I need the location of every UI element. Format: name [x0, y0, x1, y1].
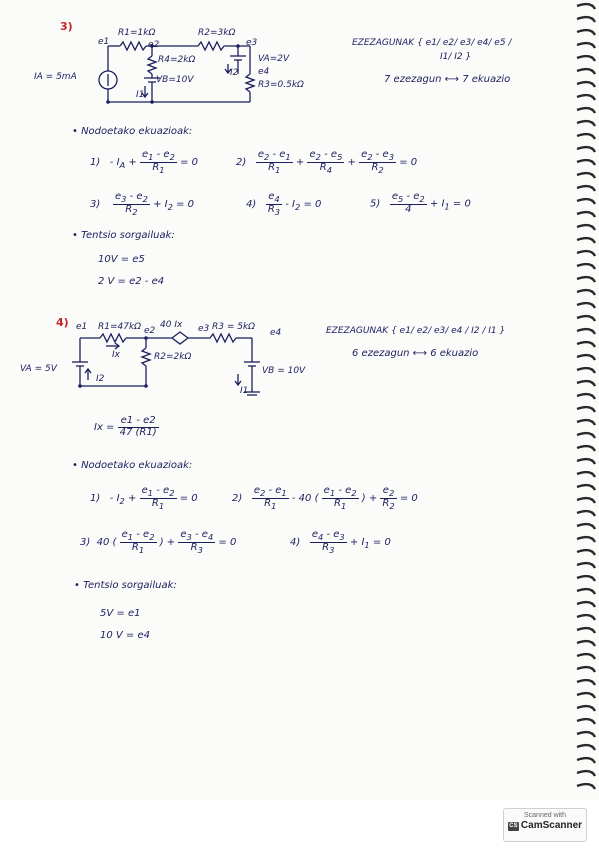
- tension-3-2: 2 V = e2 - e4: [98, 276, 165, 287]
- spiral-ring: [577, 381, 595, 386]
- spiral-ring: [577, 277, 595, 282]
- spiral-ring: [577, 108, 595, 113]
- spiral-ring: [577, 251, 595, 256]
- spiral-ring: [577, 732, 595, 737]
- spiral-ring: [577, 472, 595, 477]
- problem-3-number: 3): [60, 20, 73, 33]
- spiral-ring: [577, 69, 595, 74]
- eq-3-1: $1) - I_A$ + $\frac{e_1 - e_2}{R_1}$ = 0: [90, 149, 199, 175]
- spiral-ring: [577, 719, 595, 724]
- spiral-ring: [577, 433, 595, 438]
- spiral-ring: [577, 394, 595, 399]
- spiral-ring: [577, 17, 595, 22]
- eq-3-2-label: 2): [236, 157, 247, 169]
- scanned-with-text: Scanned with: [523, 812, 567, 819]
- node-label-e4: e4: [258, 67, 270, 77]
- spiral-ring: [577, 368, 595, 373]
- current-i2-label: I2: [230, 68, 239, 78]
- spiral-ring: [577, 160, 595, 165]
- node-heading-4: • Nodoetako ekuazioak:: [72, 460, 193, 471]
- resistor-r2-label: R2=3kΩ: [198, 28, 236, 38]
- camscanner-name: CamScanner: [520, 820, 583, 831]
- spiral-ring: [577, 641, 595, 646]
- spiral-ring: [577, 82, 595, 87]
- source-ia-label: IA = 5mA: [34, 72, 77, 82]
- node-label-4-e2: e2: [144, 326, 156, 336]
- spiral-ring: [577, 693, 595, 698]
- resistor-4-r3-label: R3 = 5kΩ: [212, 322, 256, 332]
- problem-4-number: 4): [56, 316, 69, 329]
- spiral-ring: [577, 537, 595, 542]
- source-va-label: VA=2V: [258, 54, 290, 64]
- unknowns-3-line1: EZEZAGUNAK { e1/ e2/ e3/ e4/ e5 /: [352, 38, 512, 48]
- spiral-ring: [577, 95, 595, 100]
- spiral-ring: [577, 303, 595, 308]
- resistor-4-r2-label: R2=2kΩ: [154, 352, 192, 362]
- node-heading-3: • Nodoetako ekuazioak:: [72, 126, 193, 137]
- node-label-e2: e2: [148, 40, 160, 50]
- current-4-i1-label: I1: [240, 386, 249, 396]
- resistor-r4-label: R4=2kΩ: [158, 55, 196, 65]
- unknowns-3-line2: I1/ I2 }: [440, 52, 472, 62]
- spiral-ring: [577, 706, 595, 711]
- spiral-ring: [577, 225, 595, 230]
- eq-4-2-label: 2): [232, 493, 243, 505]
- ix-numerator: e1 - e2: [118, 416, 159, 428]
- spiral-ring: [577, 173, 595, 178]
- spiral-ring: [577, 147, 595, 152]
- resistor-r3-label: R3=0.5kΩ: [258, 80, 304, 90]
- spiral-ring: [577, 758, 595, 763]
- spiral-ring: [577, 459, 595, 464]
- spiral-ring: [577, 43, 595, 48]
- spiral-ring: [577, 784, 595, 789]
- spiral-ring: [577, 563, 595, 568]
- eq-4-4-label: 4): [290, 537, 301, 549]
- current-i1-label: I1: [136, 90, 145, 100]
- ix-definition-label: Ix =: [94, 422, 115, 433]
- camscanner-brand: [504, 820, 586, 831]
- node-label-e1: e1: [98, 37, 110, 47]
- spiral-ring: [577, 511, 595, 516]
- eq-3-2: 2) $\frac{e_2 - e_1}{R_1}$ + $\frac{e_2 - e_5}{R_4}$ + $\frac{e_2 - e_3}{R_2}$ = 0: [236, 149, 418, 175]
- spiral-ring: [577, 771, 595, 776]
- spiral-ring: [577, 316, 595, 321]
- spiral-ring: [577, 238, 595, 243]
- ix-definition: [94, 416, 159, 438]
- spiral-ring: [577, 407, 595, 412]
- resistor-4-r1-label: R1=47kΩ: [98, 322, 142, 332]
- unknowns-4: EZEZAGUNAK { e1/ e2/ e3/ e4 / I2 / I1 }: [326, 326, 506, 336]
- node-label-e3: e3: [246, 38, 258, 48]
- spiral-ring: [577, 121, 595, 126]
- spiral-ring: [577, 212, 595, 217]
- eq-4-1: $1) - I_2$ + $\frac{e_1 - e_2}{R_1}$ = 0: [90, 485, 198, 511]
- spiral-ring: [577, 602, 595, 607]
- camscanner-badge: [503, 808, 587, 842]
- spiral-ring: [577, 355, 595, 360]
- eq-4-1-label: 1): [90, 493, 101, 505]
- source-vb-label: VB=10V: [156, 75, 194, 85]
- eq-4-3: 3) 40 ( $\frac{e_1 - e_2}{R_1}$ ) + $\frac{e_3 - e_4}{R_3}$ = 0: [80, 529, 237, 555]
- spiral-ring: [577, 628, 595, 633]
- spiral-ring: [577, 329, 595, 334]
- spiral-ring: [577, 667, 595, 672]
- spiral-ring: [577, 615, 595, 620]
- count-3: 7 ezezagun ⟷ 7 ekuazio: [384, 74, 511, 85]
- eq-3-3: 3) $\frac{e_3 - e_2}{R_2}$ + $I_2 = 0$: [90, 191, 194, 217]
- spiral-ring: [577, 654, 595, 659]
- tension-heading-4: • Tentsio sorgailuak:: [74, 580, 177, 591]
- spiral-ring: [577, 186, 595, 191]
- source-4-vb-label: VB = 10V: [262, 366, 306, 376]
- resistor-r1-label: R1=1kΩ: [118, 28, 156, 38]
- tension-heading-3: • Tentsio sorgailuak:: [72, 230, 175, 241]
- tension-4-2: 10 V = e4: [100, 630, 150, 641]
- eq-3-5-label: 5): [370, 198, 381, 210]
- dependent-source-label: 40 Ix: [160, 320, 183, 330]
- eq-3-4-label: 4): [246, 199, 257, 211]
- spiral-ring: [577, 264, 595, 269]
- spiral-ring: [577, 342, 595, 347]
- spiral-ring: [577, 524, 595, 529]
- spiral-ring: [577, 290, 595, 295]
- spiral-ring: [577, 498, 595, 503]
- circuit-4-diagram: [70, 322, 300, 402]
- count-4: 6 ezezagun ⟷ 6 ekuazio: [352, 348, 479, 359]
- current-ix-label: Ix: [112, 350, 120, 360]
- camscanner-logo-icon: CS: [509, 823, 518, 829]
- eq-3-3-label: 3): [90, 199, 101, 211]
- eq-3-4: 4) $\frac{e_4}{R_3}$ - $I_2 = 0$: [246, 191, 322, 217]
- spiral-ring: [577, 485, 595, 490]
- eq-4-4: 4) $\frac{e_4 - e_3}{R_3}$ + $I_1 = 0$: [290, 529, 391, 555]
- node-label-4-e1: e1: [76, 322, 88, 332]
- eq-4-2: 2) $\frac{e_2 - e_1}{R_1}$ - 40 ( $\frac{e_1 - e_2}{R_1}$ ) + $\frac{e_2}{R_2}$ = 0: [232, 485, 418, 511]
- eq-3-5: 5) $\frac{e_5 - e_2}{4}$ + $I_1 = 0$: [370, 191, 471, 215]
- current-4-i2-label: I2: [96, 374, 105, 384]
- eq-4-3-label: 3): [80, 537, 91, 549]
- node-label-4-e4: e4: [270, 328, 282, 338]
- spiral-ring: [577, 745, 595, 750]
- spiral-ring: [577, 576, 595, 581]
- circuit-3-diagram: [20, 26, 340, 112]
- node-label-4-e3: e3: [198, 324, 210, 334]
- spiral-binding: [573, 0, 599, 800]
- tension-3-1: 10V = e5: [98, 254, 145, 265]
- spiral-ring: [577, 199, 595, 204]
- tension-4-1: 5V = e1: [100, 608, 141, 619]
- spiral-ring: [577, 134, 595, 139]
- spiral-ring: [577, 30, 595, 35]
- spiral-ring: [577, 446, 595, 451]
- spiral-ring: [577, 680, 595, 685]
- spiral-ring: [577, 4, 595, 9]
- ix-denominator: 47 (R1): [119, 426, 157, 438]
- spiral-ring: [577, 550, 595, 555]
- eq-3-1-label: 1): [90, 157, 101, 169]
- spiral-ring: [577, 589, 595, 594]
- source-4-va-label: VA = 5V: [20, 364, 57, 374]
- spiral-ring: [577, 56, 595, 61]
- spiral-ring: [577, 420, 595, 425]
